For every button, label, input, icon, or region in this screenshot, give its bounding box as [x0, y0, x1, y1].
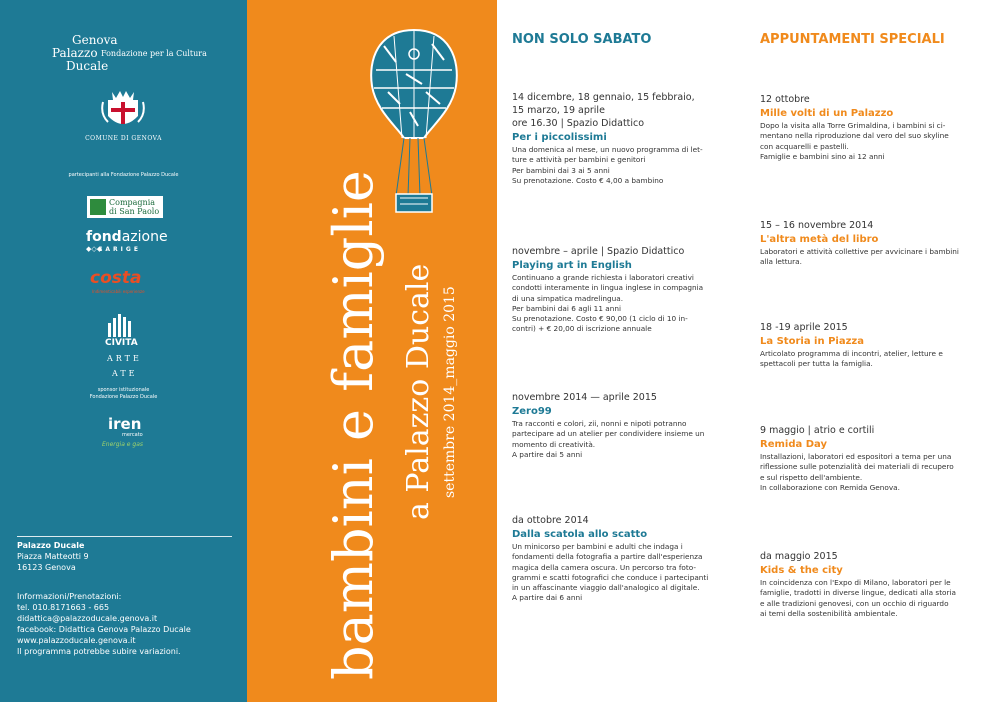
fondazione-thin: azione	[121, 229, 168, 245]
sponsor-note-line1: sponsor istituzionale	[97, 387, 150, 393]
event-mille-volti	[760, 93, 978, 162]
event-title: Playing art in English	[512, 260, 632, 271]
event-description: Dopo la visita alla Torre Grimaldina, i bambini si ci- mentano nella riproduzione dal vero del suo skyline con acquarelli e pastelli. Famiglie e bambini sino ai 12 anni	[760, 121, 949, 161]
address-line2: 16123 Genova	[17, 563, 76, 572]
san-paolo-line1: Compagnia	[109, 198, 156, 207]
event-title: Zero99	[512, 406, 552, 417]
comune-genova-crest-icon	[100, 88, 146, 134]
event-per-i-piccolissimi	[512, 91, 724, 186]
fondazione-carige-logo	[86, 229, 168, 245]
phone: tel. 010.8171663 - 665	[17, 603, 110, 612]
event-description: In coincidenza con l'Expo di Milano, laboratori per le famiglie, tradotti in diverse lingue, dedicati alla storia e alle tradizioni genovesi, con un occhio di riguardo ai temi della sostenibilità ambientale.	[760, 578, 957, 618]
column-heading-1: NON SOLO SABATO	[512, 32, 652, 47]
logo-line-genova: Genova	[72, 33, 118, 47]
costa-logo: costa	[90, 268, 142, 288]
compagnia-san-paolo-logo	[87, 196, 163, 218]
event-title: L'altra metà del libro	[760, 234, 879, 245]
address-block	[17, 540, 89, 573]
contact-block	[17, 591, 191, 657]
cover-title: bambini e famiglie	[322, 170, 385, 680]
email-link[interactable]: didattica@palazzoducale.genova.it	[17, 614, 158, 623]
partners-note: partecipanti alla Fondazione Palazzo Ducale	[68, 172, 179, 178]
disclaimer: Il programma potrebbe subire variazioni.	[17, 647, 181, 656]
event-storia-in-piazza	[760, 321, 978, 370]
event-title: Per i piccolissimi	[512, 132, 607, 143]
facebook-link[interactable]: facebook: Didattica Genova Palazzo Ducale	[17, 625, 191, 634]
event-zero99	[512, 391, 724, 460]
venue-name: Palazzo Ducale	[17, 541, 85, 550]
crest-caption: COMUNE DI GENOVA	[85, 135, 162, 142]
event-playing-art-in-english	[512, 245, 724, 335]
event-description: Articolato programma di incontri, atelier, letture e spettacoli per tutta la famiglia.	[760, 349, 943, 369]
iren-logo: iren	[108, 415, 142, 433]
event-description: Un minicorso per bambini e adulti che indaga i fondamenti della fotografia a partire dall'esperienza magica della camera oscura. Un percorso tra foto- grammi e scatti fotografici che conduce i partecipanti in un affascinante viaggio dall'analogico al digitale. A partire dai 6 anni	[512, 542, 709, 603]
event-title: Remida Day	[760, 439, 827, 450]
civita-mark-icon	[106, 313, 136, 337]
event-title: La Storia in Piazza	[760, 336, 864, 347]
carige-label: CARIGE	[98, 246, 141, 253]
sponsor-note-line2: Fondazione Palazzo Ducale	[89, 394, 158, 400]
event-date: da maggio 2015	[760, 551, 838, 562]
event-date: 18 -19 aprile 2015	[760, 322, 848, 333]
logo-line-palazzo: Palazzo	[52, 46, 98, 60]
event-description: Tra racconti e colori, zii, nonni e nipoti potranno partecipare ad un atelier per condividere insieme un momento di creatività. A partire dai 5 anni	[512, 419, 705, 459]
event-title: Dalla scatola allo scatto	[512, 529, 648, 540]
palazzo-ducale-logo	[48, 33, 218, 75]
column-heading-2: APPUNTAMENTI SPECIALI	[760, 32, 945, 47]
event-description: Una domenica al mese, un nuovo programma di let- ture e attività per bambini e genitori Per bambini dai 3 ai 5 anni Su prenotazione. Costo € 4,00 a bambino	[512, 145, 703, 185]
civita-label: CIVITA	[105, 338, 138, 348]
event-date: novembre – aprile | Spazio Didattico	[512, 246, 685, 257]
event-description: Continuano a grande richiesta i laboratori creativi condotti interamente in lingua inglese in compagnia di una simpatica madrelingua. Per bambini dai 6 agli 11 anni Su prenotazione. Costo € 90,00 (1 ciclo di 10 in- contri) + € 20,00 di iscrizione annuale	[512, 273, 704, 334]
costa-tagline: Indimenticabili esperienze	[92, 289, 145, 294]
address-line1: Piazza Matteotti 9	[17, 552, 89, 561]
san-paolo-mark-icon	[90, 199, 106, 215]
iren-sub: mercato	[122, 432, 143, 438]
cover-dates: settembre 2014_maggio 2015	[442, 286, 458, 498]
event-altra-meta-del-libro	[760, 219, 978, 268]
iren-tagline: Energia e gas	[102, 441, 144, 448]
info-label: Informazioni/Prenotazioni:	[17, 592, 122, 601]
arte-line2: ATE	[112, 369, 138, 378]
event-description: Installazioni, laboratori ed espositori a tema per una riflessione sulle potenzialità dei materiali di recupero e sul rispetto dell'ambiente. In collaborazione con Remida Genova.	[760, 452, 954, 492]
event-date: novembre 2014 — aprile 2015	[512, 392, 657, 403]
san-paolo-line2: di San Paolo	[109, 207, 160, 216]
fondazione-bold: fond	[86, 229, 122, 245]
logo-fondazione: Fondazione per la Cultura	[101, 49, 207, 58]
cover-subtitle: a Palazzo Ducale	[401, 263, 436, 520]
divider	[17, 536, 232, 537]
sponsor-panel	[0, 0, 247, 702]
sponsor-note	[0, 387, 247, 401]
arte-line1: ARTE	[107, 354, 142, 363]
cover-panel	[247, 0, 497, 702]
event-kids-and-the-city	[760, 550, 978, 619]
carige-diamonds-icon: ◆◇◆	[86, 245, 103, 253]
website-link[interactable]: www.palazzoducale.genova.it	[17, 636, 136, 645]
event-title: Mille volti di un Palazzo	[760, 108, 894, 119]
event-date: 12 ottobre	[760, 94, 810, 105]
event-date: 9 maggio | atrio e cortili	[760, 425, 875, 436]
event-remida-day	[760, 424, 978, 493]
event-date: 15 – 16 novembre 2014	[760, 220, 874, 231]
event-date: 14 dicembre, 18 gennaio, 15 febbraio, 15 marzo, 19 aprile ore 16.30 | Spazio Didattico	[512, 92, 695, 129]
event-description: Laboratori e attività collettive per avvicinare i bambini alla lettura.	[760, 247, 959, 267]
event-date: da ottobre 2014	[512, 515, 589, 526]
event-dalla-scatola-allo-scatto	[512, 514, 724, 604]
event-title: Kids & the city	[760, 565, 843, 576]
logo-line-ducale: Ducale	[66, 59, 109, 73]
